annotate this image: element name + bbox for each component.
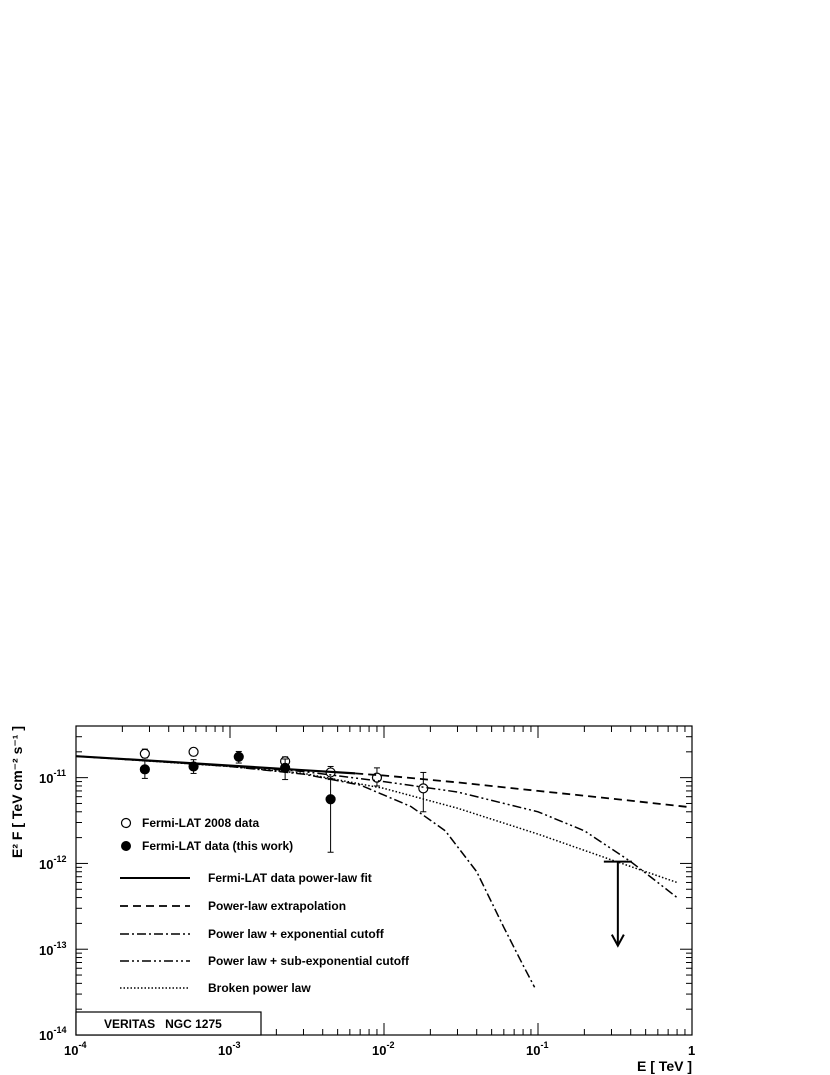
y-axis-title: E² F [ TeV cm⁻² s⁻¹ ]: [9, 726, 25, 858]
legend-marker-filled-circle: [122, 842, 131, 851]
x-tick-label-1e-3: $10^{-3}$: [218, 1040, 241, 1058]
data-point-fermi-lat-2008-data: [372, 768, 381, 786]
caption-box: [76, 1012, 261, 1035]
x-tick-label-1: 1: [688, 1043, 696, 1058]
x-tick-label-1e-1: $10^{-1}$: [526, 1040, 549, 1058]
caption-label: VERITAS NGC 1275: [104, 1017, 222, 1031]
marker-open-circle: [189, 747, 198, 756]
data-point-fermi-lat-data-this-work: [234, 751, 243, 763]
x-tick-labels: [64, 1040, 695, 1058]
upper-limit-arrow: [604, 862, 632, 946]
legend: [120, 816, 410, 995]
series-layer: [76, 747, 692, 987]
x-tick-label-1e-4: $10^{-4}$: [64, 1040, 87, 1058]
y-tick-label-1e-14: $10^{-14}$: [39, 1025, 67, 1043]
marker-filled-circle: [326, 795, 335, 804]
plot-frame: [76, 726, 692, 1035]
legend-marker-open-circle: [122, 819, 131, 828]
y-tick-labels: [39, 768, 66, 1043]
curve-power-law-extrapolation: [355, 773, 692, 807]
legend-label-subexp-cutoff: Power law + sub-exponential cutoff: [208, 954, 410, 968]
legend-label-broken-powerlaw: Broken power law: [208, 981, 311, 995]
legend-label-fermi-2008: Fermi-LAT 2008 data: [142, 816, 260, 830]
marker-filled-circle: [234, 752, 243, 761]
marker-filled-circle: [140, 765, 149, 774]
y-tick-label-1e-12: $10^{-12}$: [39, 854, 67, 872]
legend-label-powerlaw-fit: Fermi-LAT data power-law fit: [208, 871, 372, 885]
data-point-fermi-lat-data-this-work: [326, 780, 335, 853]
marker-open-circle: [140, 749, 149, 758]
x-axis-title: E [ TeV ]: [637, 1058, 692, 1074]
y-tick-label-1e-11: $10^{-11}$: [39, 768, 66, 786]
data-point-fermi-lat-data-this-work: [140, 761, 149, 779]
y-tick-label-1e-13: $10^{-13}$: [39, 940, 67, 958]
legend-label-fermi-this-work: Fermi-LAT data (this work): [142, 839, 294, 853]
data-point-fermi-lat-data-this-work: [189, 760, 198, 774]
legend-label-exp-cutoff: Power law + exponential cutoff: [208, 927, 384, 941]
x-tick-label-1e-2: $10^{-2}$: [372, 1040, 395, 1058]
axis-ticks: [76, 726, 692, 1035]
data-point-fermi-lat-2008-data: [140, 749, 149, 758]
data-point-fermi-lat-2008-data: [189, 747, 198, 756]
legend-label-extrapolation: Power-law extrapolation: [208, 899, 347, 913]
